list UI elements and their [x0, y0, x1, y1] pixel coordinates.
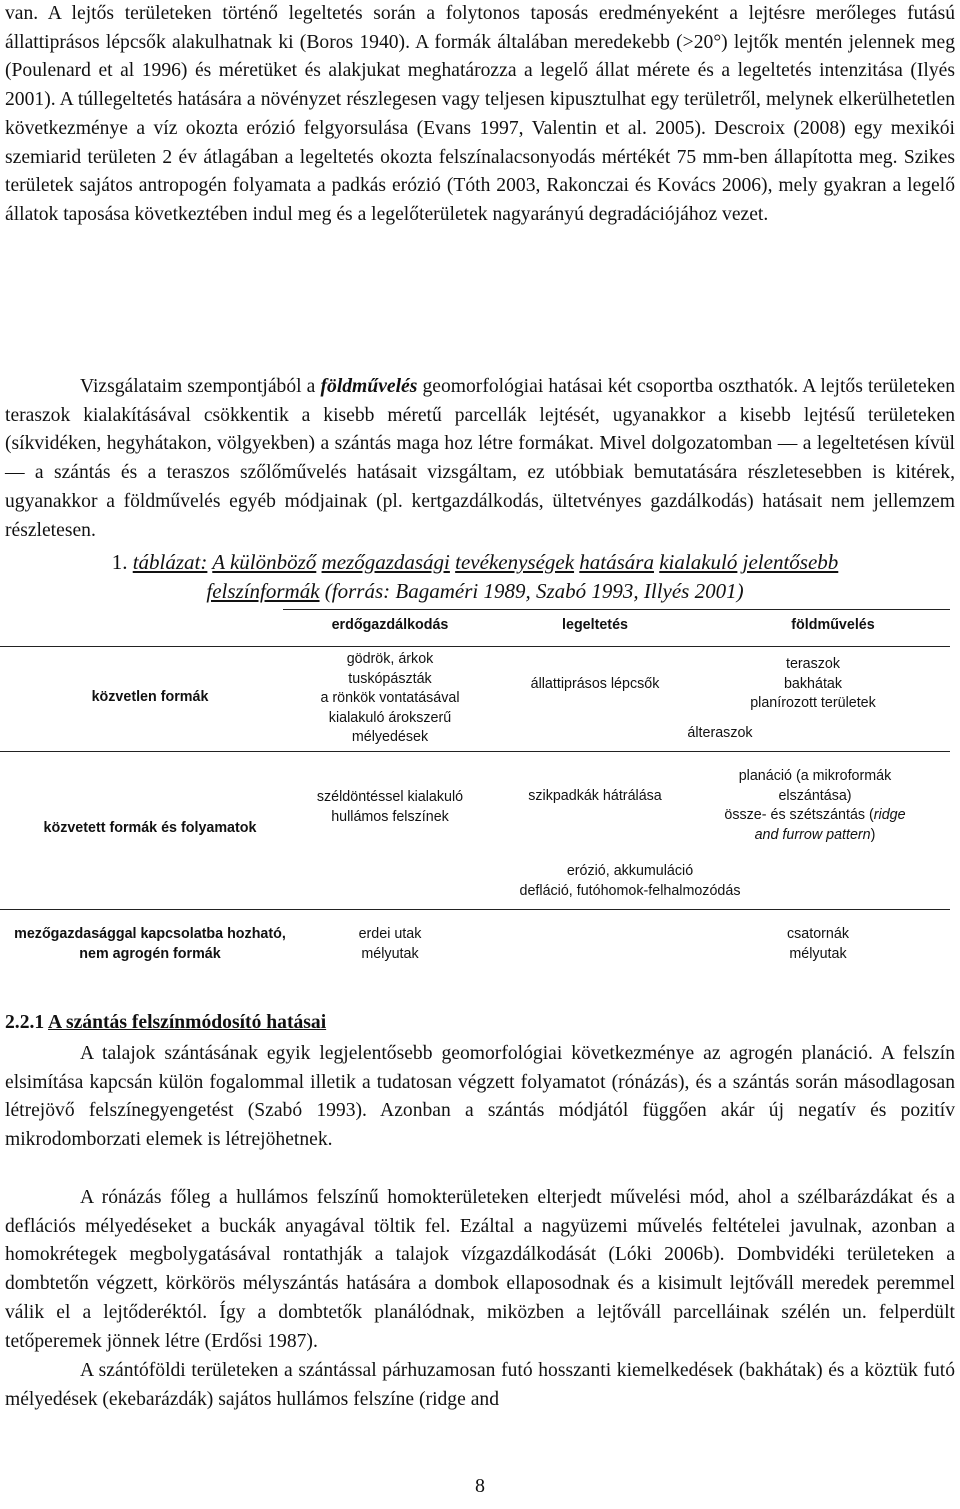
cell-line: széldöntéssel kialakuló — [316, 789, 464, 805]
table-caption — [0, 548, 950, 606]
paragraph-3: A talajok szántásának egyik legjelentősebb geomorfológiai következménye az agrogén planáció. A felszín elsimítása kapcsán külön fogalommal illetik a tudatosan végzett folyamatot (rónázás), és a szántás során másodlagosan létrejövő felszínegyengetést (Szabó 1993). Azonban a szántás módjától függően akár új negatív és pozitív mikrodomborzati elemek is létrejöhetnek. — [5, 1043, 955, 1151]
cell-line: hullámos felszínek — [331, 808, 449, 825]
cell-r2-foldmuveles — [690, 767, 940, 845]
row-label-kozvetlen: közvetlen formák — [91, 689, 209, 705]
caption-number: 1. — [111, 550, 133, 574]
table-rule-row1 — [0, 751, 950, 752]
cell-line: planírozott területek — [750, 695, 876, 711]
cell-line-furrow — [690, 826, 940, 846]
cell-line: mélyutak — [361, 945, 419, 962]
section-heading — [5, 1012, 326, 1034]
cell-line-ridge — [690, 806, 940, 826]
row-label-kozvetett: közvetett formák és folyamatok — [43, 820, 257, 836]
cell-r3-foldmuveles — [718, 925, 918, 964]
section-number: 2.2.1 — [5, 1012, 45, 1033]
cell-r2-erdo — [280, 788, 500, 827]
cell-line: planáció (a mikroformák — [738, 768, 892, 784]
cell-line: gödrök, árkok — [346, 651, 434, 667]
cell-line: kialakuló árokszerű — [328, 709, 452, 726]
row-label-nem-agrogen-text: mezőgazdasággal kapcsolatba hozható, nem agrogén formák — [14, 926, 286, 962]
header-foldmuveles: földművelés — [791, 617, 875, 633]
cell-text: ) — [870, 826, 876, 843]
cell-line: mélyedések — [351, 729, 429, 745]
section-title: A szántás felszínmódosító hatásai — [48, 1012, 327, 1033]
header-legeltetes: legeltetés — [562, 617, 628, 633]
paragraph-2-start: Vizsgálataim szempontjából a — [80, 376, 321, 397]
cell-r2-legeltetes: szikpadkák hátrálása — [528, 788, 662, 804]
caption-label: táblázat: — [132, 550, 208, 574]
paragraph-2 — [5, 373, 955, 545]
cell-r3-erdo — [280, 925, 500, 964]
row-label-nem-agrogen — [10, 925, 290, 964]
paragraph-5: A szántóföldi területeken a szántással párhuzamosan futó hosszanti kiemelkedések (bakhátak) és a köztük futó mélyedések (ekebarázdák) sajátos hullámos felszíne (ridge and — [5, 1360, 955, 1410]
caption-word-7: felszínformák — [206, 579, 320, 603]
cell-r1-alteraszok: álteraszok — [687, 725, 753, 741]
caption-word-1: A különböző — [212, 550, 317, 574]
cell-text-italic: ridge — [873, 807, 906, 823]
caption-word-3: tevékenységek — [455, 550, 575, 574]
cell-line: a rönkök vontatásával — [320, 690, 460, 706]
caption-word-4: hatására — [579, 550, 654, 574]
caption-source: (forrás: Bagaméri 1989, Szabó 1993, Illyés 2001) — [319, 579, 744, 603]
cell-r2-common — [430, 862, 830, 901]
paragraph-4: A rónázás főleg a hullámos felszínű homokterületeken elterjedt művelési mód, ahol a szélbarázdákat és a deflációs mélyedéseket a buckák anyagával töltik fel. Ezáltal a nagyüzemi művelés feltételei javulnak, azonban a homokrétegek megbolygatásával rontathják a talajok vízgazdálkodását (Lóki 2006b). Dombvidéki területeken a dombtetőn végzett, körkörös mélyszántás hatására a dombok ellaposodnak és a kisimult lejtőváll meredek peremmel válik el a lejtőderéktól. Így a dombtetők planálódnak, miközben a lejtőváll parcelláinak szélén un. felperdült tetőperemek jönnek létre (Erdősi 1987). — [5, 1187, 955, 1352]
caption-word-6: jelentősebb — [742, 550, 839, 574]
cell-line: erózió, akkumuláció — [566, 863, 694, 879]
cell-r1-foldmuveles — [718, 655, 908, 714]
cell-line: mélyutak — [789, 945, 847, 962]
intro-paragraph: van. A lejtős területeken történő legeltetés során a folytonos taposás eredményeként a lejtésre merőleges futású állattiprásos lépcsők alakulhatnak ki (Boros 1940). A formák általában meredekebb (>20°) lejtők mentén jelennek meg (Poulenard et al 1996) és méretüket és alakjukat meghatározza a legelő állat mérete és a legeltetés intenzitása (Ilyés 2001). A túllegeltetés hatására a növényzet részlegesen vagy teljesen kipusztulhat egy területről, melynek elkerülhetetlen következménye a víz okozta erózió felgyorsulása (Evans 1997, Valentin et al. 2005). Descroix (2008) egy mexikói szemiarid területen 2 év átlagában a legeltetés okozta felszínalacsonyodás mértékét 75 mm-ben állapította meg. Szikes területek sajátos antropogén folyamata a padkás erózió (Tóth 2003, Rakonczai és Kovács 2006), mely gyakran a legelő állatok taposása következtében indul meg és a legelőterületek nagyarányú degradációjához vezet. — [5, 3, 955, 225]
emphasis-foldmuveles: földművelés — [320, 376, 418, 397]
cell-line: tuskópászták — [348, 670, 432, 687]
page-number: 8 — [475, 1475, 485, 1497]
caption-word-5: kialakuló — [659, 550, 738, 574]
cell-text-italic: and furrow pattern — [754, 826, 871, 843]
table-rule-row2 — [0, 909, 950, 910]
paragraph-2-rest: geomorfológiai hatásai két csoportba oszthatók. A lejtős területeken teraszok kialakításával csökkentik a kisebb méretű parcellák lejtését, ugyanakkor a kisebb lejtésű területeken (síkvidéken, hegyhátakon, völgyekben) a szántás maga hoz létre formákat. Mivel dolgozatomban — a legeltetésen kívül — a szántás és a teraszos szőlőművelés hatásait vizsgáltam, ez utóbbiak bemutatására részletesebben is kitérek, ugyanakkor a földművelés egyéb módjainak (pl. kertgazdálkodás, ültetvényes gazdálkodás) hatásait nem jellemzem részletesen. — [5, 376, 955, 541]
cell-line: erdei utak — [358, 926, 422, 942]
cell-r1-erdo — [280, 650, 500, 748]
table-rule-top — [283, 609, 950, 610]
cell-line: elszántása) — [778, 787, 852, 804]
header-erdogazdalkodas: erdőgazdálkodás — [331, 617, 449, 633]
cell-r1-legeltetes: állattiprásos lépcsők — [530, 676, 660, 692]
cell-line: teraszok — [785, 656, 841, 672]
cell-text: össze- és szétszántás ( — [724, 807, 874, 823]
cell-line: bakhátak — [783, 675, 843, 692]
table-rule-header — [0, 646, 950, 647]
cell-line: csatornák — [787, 926, 849, 942]
landform-table — [0, 608, 950, 978]
caption-word-2: mezőgazdasági — [321, 550, 450, 574]
cell-line: defláció, futóhomok-felhalmozódás — [519, 882, 741, 899]
